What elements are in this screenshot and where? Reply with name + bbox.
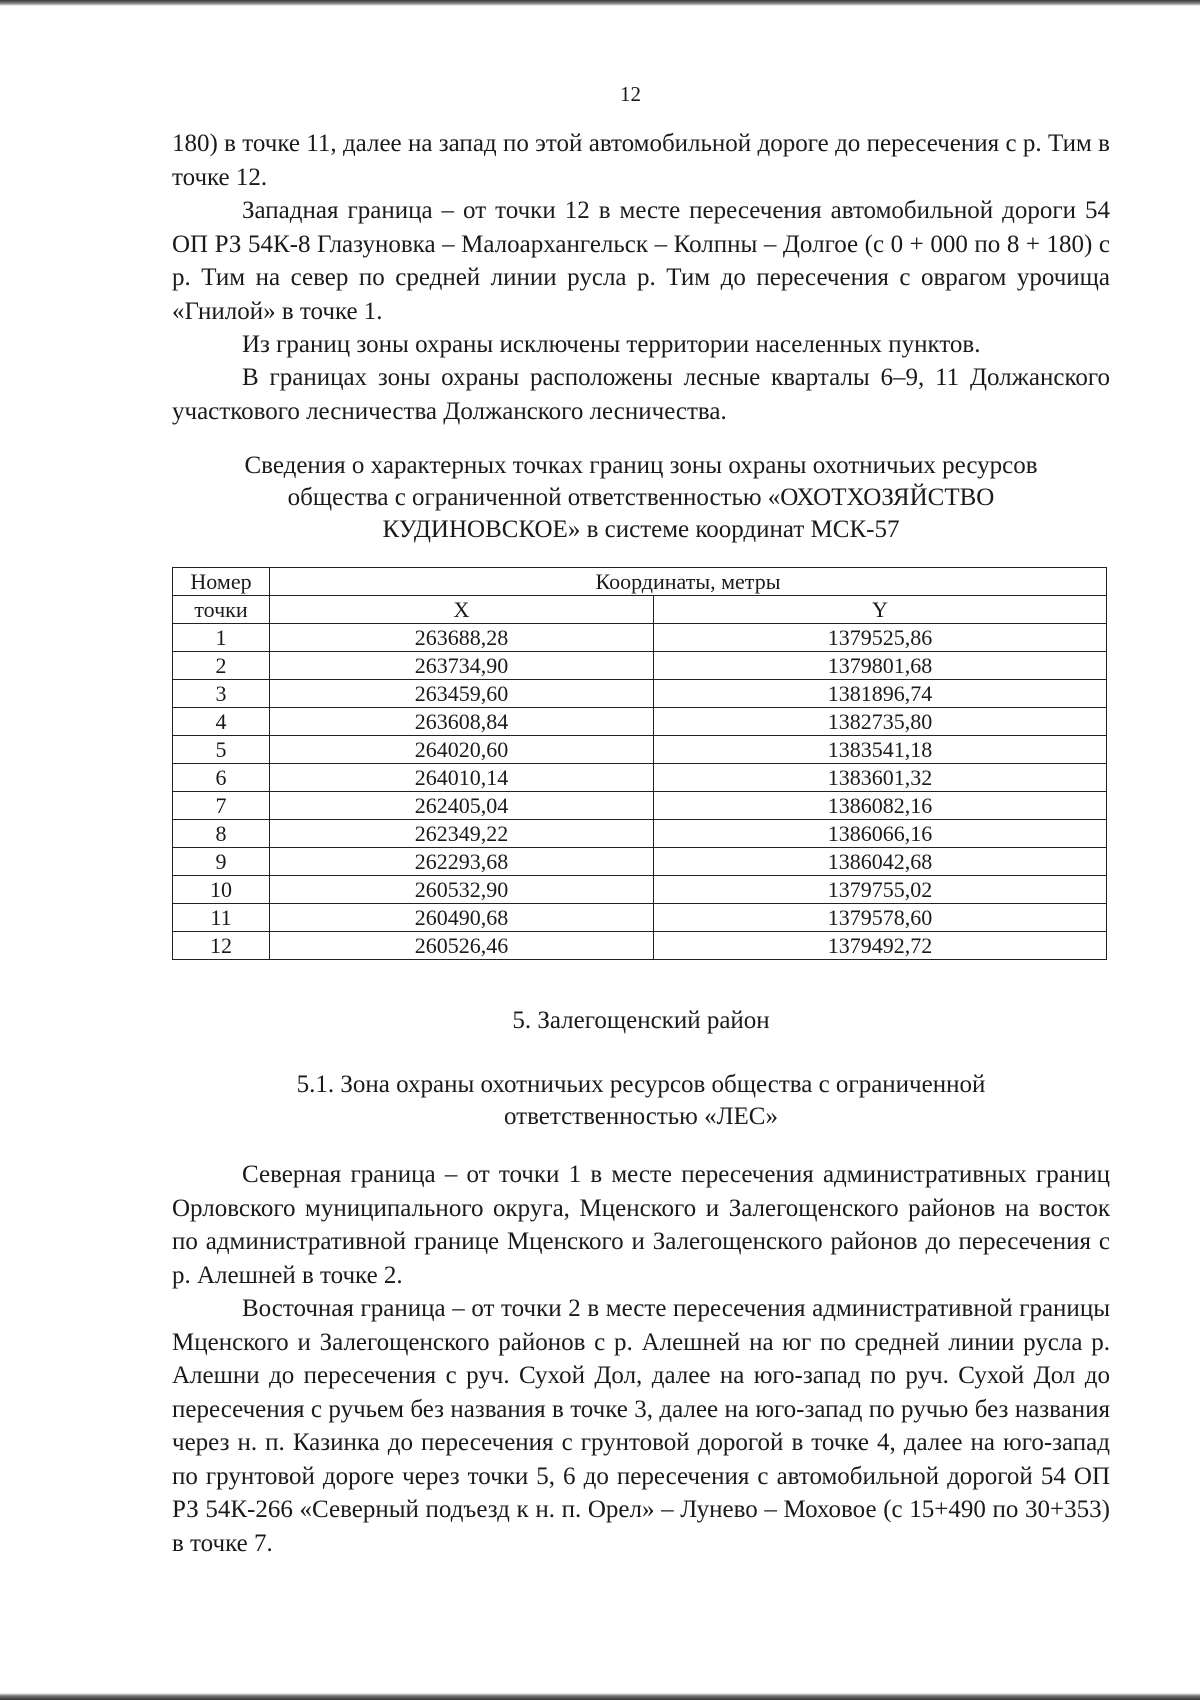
cell-point-number: 8 — [173, 820, 270, 848]
cell-point-number: 5 — [173, 736, 270, 764]
header-coordinates: Координаты, метры — [270, 568, 1107, 596]
cell-point-number: 1 — [173, 624, 270, 652]
cell-y: 1381896,74 — [654, 680, 1107, 708]
cell-x: 264010,14 — [270, 764, 654, 792]
table-caption-line-1: Сведения о характерных точках границ зоны охраны охотничьих ресурсов — [244, 452, 1038, 479]
paragraph-eastern-border: Восточная граница – от точки 2 в месте пересечения административной границы Мценского и Залегощенского районов с р. Алешней на юг по средней линии русла р. Алешни до пересечения с руч. Сухой Дол, далее на юго-запад по руч. Сухой Дол до пересечения с ручьем без названия в точке 3, далее на юго-запад по ручью без названия через н. п. Казинка до пересечения с грунтовой дорогой в точке 4, далее на юго-запад по грунтовой дороге через точки 5, 6 до пересечения с автомобильной дорогой 54 ОП РЗ 54К-266 «Северный подъезд к н. п. Орел» – Лунево – Моховое (с 15+490 по 30+353) в точке 7. — [172, 1295, 1110, 1557]
cell-x: 263608,84 — [270, 708, 654, 736]
paragraph-northern-border: Северная граница – от точки 1 в месте пересечения административных границ Орловского муниципального округа, Мценского и Залегощенского районов на восток по административной границе Мценского и Залегощенского районов до пересечения с р. Алешней в точке 2. — [172, 1161, 1110, 1289]
cell-y: 1386082,16 — [654, 792, 1107, 820]
cell-x: 263734,90 — [270, 652, 654, 680]
table-row — [173, 736, 1107, 764]
cell-x: 262405,04 — [270, 792, 654, 820]
cell-point-number: 9 — [173, 848, 270, 876]
cell-point-number: 11 — [173, 904, 270, 932]
table-caption-line-2: общества с ограниченной ответственностью «ОХОТХОЗЯЙСТВО — [287, 484, 995, 511]
table-row — [173, 624, 1107, 652]
cell-y: 1382735,80 — [654, 708, 1107, 736]
table-row — [173, 932, 1107, 960]
cell-y: 1379801,68 — [654, 652, 1107, 680]
table-caption-line-3: КУДИНОВСКОЕ» в системе координат МСК-57 — [382, 516, 900, 543]
cell-y: 1379525,86 — [654, 624, 1107, 652]
cell-x: 263688,28 — [270, 624, 654, 652]
subsection-title-line-2: ответственностью «ЛЕС» — [504, 1103, 778, 1130]
cell-point-number: 10 — [173, 876, 270, 904]
table-row — [173, 904, 1107, 932]
cell-x: 260532,90 — [270, 876, 654, 904]
paragraph-continuation: 180) в точке 11, далее на запад по этой автомобильной дороге до пересечения с р. Тим в точке 12. — [172, 130, 1110, 191]
cell-x: 260490,68 — [270, 904, 654, 932]
cell-x: 262349,22 — [270, 820, 654, 848]
scan-bottom-edge — [0, 1693, 1200, 1700]
cell-y: 1379578,60 — [654, 904, 1107, 932]
cell-y: 1379492,72 — [654, 932, 1107, 960]
paragraph-forest-quarters: В границах зоны охраны расположены лесные кварталы 6–9, 11 Должанского участкового лесничества Должанского лесничества. — [172, 364, 1110, 425]
table-row — [173, 652, 1107, 680]
table-row — [173, 820, 1107, 848]
paragraph-exclusions: Из границ зоны охраны исключены территории населенных пунктов. — [242, 331, 981, 358]
table-row — [173, 680, 1107, 708]
subsection-title — [172, 1069, 1110, 1133]
cell-y: 1386042,68 — [654, 848, 1107, 876]
header-y: Y — [654, 596, 1107, 624]
cell-point-number: 2 — [173, 652, 270, 680]
paragraph-western-border: Западная граница – от точки 12 в месте пересечения автомобильной дороги 54 ОП РЗ 54К-8 Глазуновка – Малоархангельск – Колпны – Долгое (с 0 + 000 по 8 + 180) с р. Тим на север по средней линии русла р. Тим до пересечения с оврагом урочища «Гнилой» в точке 1. — [172, 197, 1110, 325]
coordinates-table — [172, 567, 1107, 960]
page-number: 12 — [620, 82, 641, 106]
cell-y: 1383601,32 — [654, 764, 1107, 792]
cell-x: 262293,68 — [270, 848, 654, 876]
section-title: 5. Залегощенский район — [512, 1007, 770, 1034]
table-row — [173, 876, 1107, 904]
cell-y: 1383541,18 — [654, 736, 1107, 764]
header-point-number-2: точки — [173, 596, 270, 624]
table-row — [173, 708, 1107, 736]
scan-top-edge — [0, 0, 1200, 6]
coordinates-table-body — [173, 624, 1107, 960]
header-point-number: Номер — [173, 568, 270, 596]
cell-point-number: 3 — [173, 680, 270, 708]
table-row — [173, 848, 1107, 876]
cell-x: 260526,46 — [270, 932, 654, 960]
table-row — [173, 792, 1107, 820]
cell-y: 1386066,16 — [654, 820, 1107, 848]
cell-point-number: 7 — [173, 792, 270, 820]
table-row — [173, 764, 1107, 792]
cell-y: 1379755,02 — [654, 876, 1107, 904]
cell-x: 264020,60 — [270, 736, 654, 764]
header-x: X — [270, 596, 654, 624]
cell-point-number: 6 — [173, 764, 270, 792]
cell-point-number: 12 — [173, 932, 270, 960]
table-caption — [172, 450, 1110, 546]
cell-point-number: 4 — [173, 708, 270, 736]
subsection-title-line-1: 5.1. Зона охраны охотничьих ресурсов общества с ограниченной — [296, 1071, 986, 1098]
cell-x: 263459,60 — [270, 680, 654, 708]
